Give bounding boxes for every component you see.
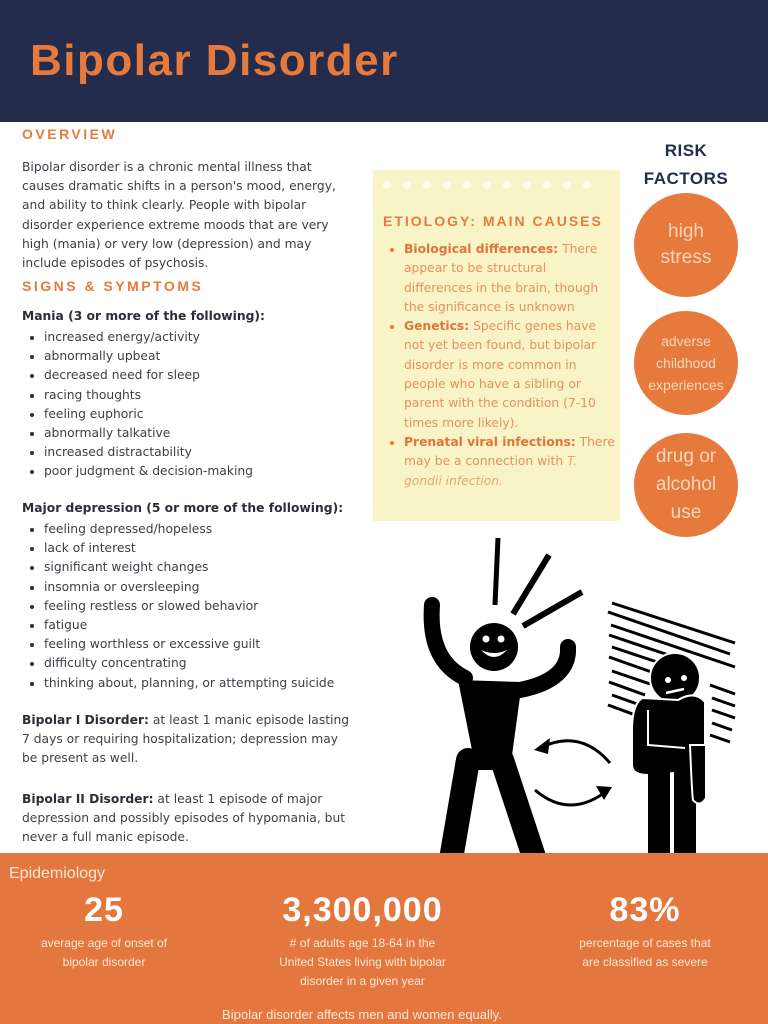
mood-swing-illustration: [410, 530, 750, 875]
stat-desc-line: disorder in a given year: [300, 974, 425, 988]
list-item: decreased need for sleep: [22, 366, 253, 385]
stat-desc-line: United States living with bipolar: [279, 955, 446, 969]
risk-factors-title: [630, 137, 742, 193]
risk-title-line: FACTORS: [643, 169, 729, 188]
signs-symptoms-title: SIGNS & SYMPTOMS: [22, 278, 204, 294]
stat-value: 3,300,000: [282, 891, 443, 929]
list-item: difficulty concentrating: [22, 654, 334, 673]
stat-age-onset: [14, 891, 194, 972]
cause-italic: T. gondii infection.: [404, 454, 578, 488]
cause-text: Specific genes have not yet been found, but bipolar disorder is more common in people who have a sibling or parent with the condition (7-10 times more likely).: [404, 319, 597, 430]
list-item: racing thoughts: [22, 386, 253, 405]
list-item: [383, 433, 618, 491]
mania-heading: Mania (3 or more of the following):: [22, 309, 265, 323]
list-item: significant weight changes: [22, 558, 334, 577]
list-item: insomnia or oversleeping: [22, 578, 334, 597]
epidemiology-band: [0, 853, 768, 1024]
etiology-panel: [373, 170, 620, 521]
bipolar-2-label: Bipolar II Disorder:: [22, 792, 154, 806]
list-item: feeling euphoric: [22, 405, 253, 424]
list-item: feeling worthless or excessive guilt: [22, 635, 334, 654]
stat-value: 83%: [609, 891, 681, 929]
bipolar-1-label: Bipolar I Disorder:: [22, 713, 149, 727]
cause-text: There appear to be structural differences in the brain, though the significance is unknown: [404, 242, 599, 314]
risk-label: adverse: [661, 333, 711, 349]
risk-label: stress: [660, 247, 712, 268]
bipolar-1-text: at least 1 manic episode lasting 7 days or requiring hospitalization; depression may be present as well.: [22, 713, 350, 766]
list-item: fatigue: [22, 616, 334, 635]
list-item: [383, 240, 618, 317]
stat-desc-line: are classified as severe: [582, 955, 708, 969]
stat-description: [14, 934, 194, 972]
etiology-list: [383, 240, 618, 491]
page-header: [0, 0, 768, 122]
cause-label: Prenatal viral infections:: [404, 434, 576, 449]
risk-label: alcohol: [655, 474, 717, 495]
list-item: increased distractability: [22, 443, 253, 462]
risk-factor-high-stress: [634, 193, 738, 297]
list-item: thinking about, planning, or attempting suicide: [22, 674, 334, 693]
stat-desc-line: bipolar disorder: [62, 955, 146, 969]
list-item: abnormally upbeat: [22, 347, 253, 366]
arrow-head-icon: [534, 738, 550, 754]
stat-desc-line: average age of onset of: [40, 936, 168, 950]
manic-figure-icon: [432, 605, 568, 865]
bipolar-2-text: at least 1 episode of major depression and possibly episodes of hypomania, but never a full manic episode.: [22, 792, 346, 845]
risk-factor-drug-alcohol: [634, 433, 738, 537]
cause-label: Biological differences:: [404, 242, 559, 256]
list-item: abnormally talkative: [22, 424, 253, 443]
list-item: [383, 317, 618, 433]
stat-adults-count: [240, 891, 485, 991]
stat-value: 25: [84, 891, 124, 929]
risk-label: childhood: [656, 355, 716, 371]
page-title: Bipolar Disorder: [30, 36, 399, 85]
cause-text: There may be a connection with: [404, 434, 615, 469]
cause-label: Genetics:: [404, 319, 470, 334]
risk-factor-adverse-childhood: [634, 311, 738, 415]
list-item: increased energy/activity: [22, 328, 253, 347]
epidemiology-title: Epidemiology: [9, 865, 106, 882]
stat-severe-percent: [555, 891, 735, 972]
bipolar-2-definition: [22, 790, 352, 848]
bipolar-1-definition: [22, 711, 352, 769]
notepad-holes-decoration: [383, 181, 591, 189]
stat-description: [240, 934, 485, 991]
list-item: poor judgment & decision-making: [22, 462, 253, 481]
list-item: feeling depressed/hopeless: [22, 520, 334, 539]
etiology-title: ETIOLOGY: MAIN CAUSES: [383, 213, 603, 229]
overview-title: OVERVIEW: [22, 126, 118, 142]
risk-title-line: RISK: [664, 141, 708, 160]
stat-description: [555, 934, 735, 972]
list-item: lack of interest: [22, 539, 334, 558]
list-item: feeling restless or slowed behavior: [22, 597, 334, 616]
stat-desc-line: # of adults age 18-64 in the: [289, 936, 436, 950]
risk-label: drug or: [655, 446, 717, 467]
mania-list: [22, 328, 253, 482]
risk-label: use: [670, 502, 702, 523]
overview-text: Bipolar disorder is a chronic mental illness that causes dramatic shifts in a person's mood, energy, and ability to think clearly. People with bipolar disorder experience extreme moods that are very high (mania) or very low (depression) and may include episodes of psychosis.: [22, 160, 336, 271]
depression-heading: Major depression (5 or more of the following):: [22, 501, 344, 515]
stat-desc-line: percentage of cases that: [579, 936, 711, 950]
epidemiology-footer: Bipolar disorder affects men and women equally.: [222, 1007, 502, 1022]
depression-list: [22, 520, 334, 693]
depressed-figure-icon: [632, 653, 706, 875]
excitement-lines-icon: [495, 538, 582, 626]
risk-label: high: [668, 221, 704, 242]
risk-label: experiences: [648, 377, 724, 393]
